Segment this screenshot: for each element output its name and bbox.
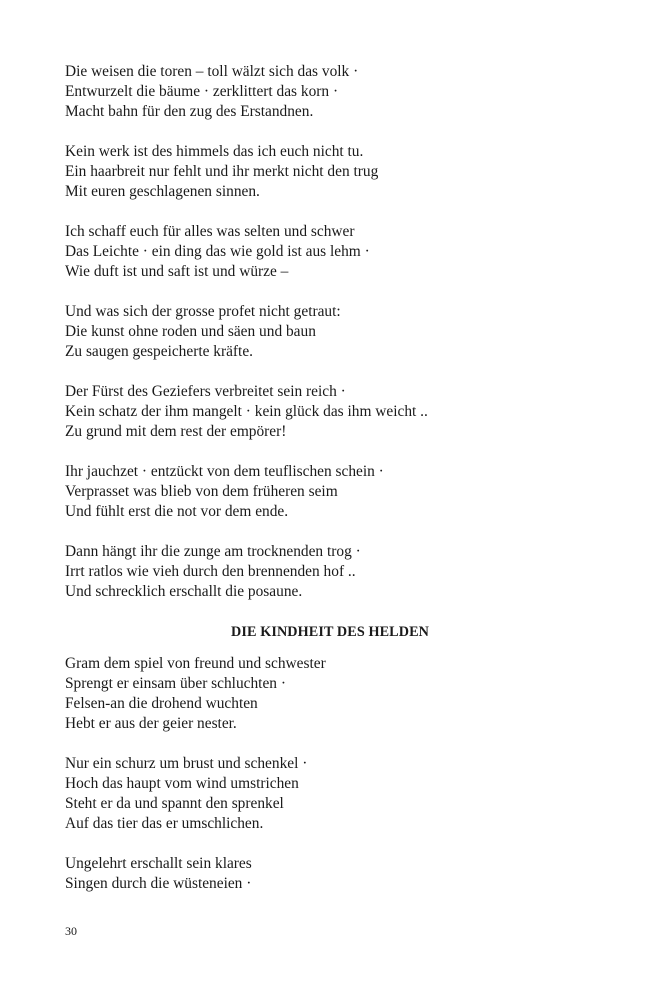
verse-line: Ihr jauchzet · entzückt von dem teuflischen schein · [65, 463, 384, 480]
stanza [65, 654, 595, 734]
verse-line: Mit euren geschlagenen sinnen. [65, 183, 260, 200]
verse-line: Ein haarbreit nur fehlt und ihr merkt nicht den trug [65, 163, 379, 180]
verse-line: Hoch das haupt vom wind umstrichen [65, 775, 299, 792]
verse-line: Steht er da und spannt den sprenkel [65, 795, 284, 812]
stanza [65, 462, 595, 522]
verse-line: Wie duft ist und saft ist und würze – [65, 263, 289, 280]
verse-line: Dann hängt ihr die zunge am trocknenden trog · [65, 543, 361, 560]
verse-line: Und schrecklich erschallt die posaune. [65, 583, 303, 600]
verse-line: Singen durch die wüsteneien · [65, 875, 252, 892]
verse-line: Das Leichte · ein ding das wie gold ist aus lehm · [65, 243, 370, 260]
verse-line: Kein schatz der ihm mangelt · kein glück das ihm weicht .. [65, 403, 428, 420]
poem-first [65, 62, 595, 602]
verse-line: Hebt er aus der geier nester. [65, 715, 237, 732]
poem-title: DIE KINDHEIT DES HELDEN [231, 624, 429, 640]
verse-line: Entwurzelt die bäume · zerklittert das korn · [65, 83, 339, 100]
verse-line: Sprengt er einsam über schluchten · [65, 675, 286, 692]
stanza [65, 754, 595, 834]
verse-line: Ich schaff euch für alles was selten und schwer [65, 223, 355, 240]
verse-line: Irrt ratlos wie vieh durch den brennenden hof .. [65, 563, 356, 580]
stanza [65, 542, 595, 602]
stanza [65, 222, 595, 282]
verse-line: Nur ein schurz um brust und schenkel · [65, 755, 308, 772]
verse-line: Und fühlt erst die not vor dem ende. [65, 503, 289, 520]
verse-line: Verprasset was blieb von dem früheren seim [65, 483, 338, 500]
stanza [65, 62, 595, 122]
verse-line: Die weisen die toren – toll wälzt sich das volk · [65, 63, 359, 80]
page-text-block [65, 62, 595, 914]
stanza [65, 142, 595, 202]
verse-line: Und was sich der grosse profet nicht getraut: [65, 303, 341, 320]
verse-line: Felsen-an die drohend wuchten [65, 695, 258, 712]
verse-line: Die kunst ohne roden und säen und baun [65, 323, 316, 340]
verse-line: Zu saugen gespeicherte kräfte. [65, 343, 254, 360]
stanza [65, 302, 595, 362]
page-number: 30 [65, 924, 77, 938]
stanza [65, 382, 595, 442]
verse-line: Gram dem spiel von freund und schwester [65, 655, 326, 672]
verse-line: Der Fürst des Geziefers verbreitet sein reich · [65, 383, 346, 400]
verse-line: Macht bahn für den zug des Erstandnen. [65, 103, 314, 120]
verse-line: Auf das tier das er umschlichen. [65, 815, 264, 832]
verse-line: Kein werk ist des himmels das ich euch nicht tu. [65, 143, 364, 160]
verse-line: Ungelehrt erschallt sein klares [65, 855, 252, 872]
poem-second [65, 654, 595, 894]
verse-line: Zu grund mit dem rest der empörer! [65, 423, 287, 440]
stanza [65, 854, 595, 894]
